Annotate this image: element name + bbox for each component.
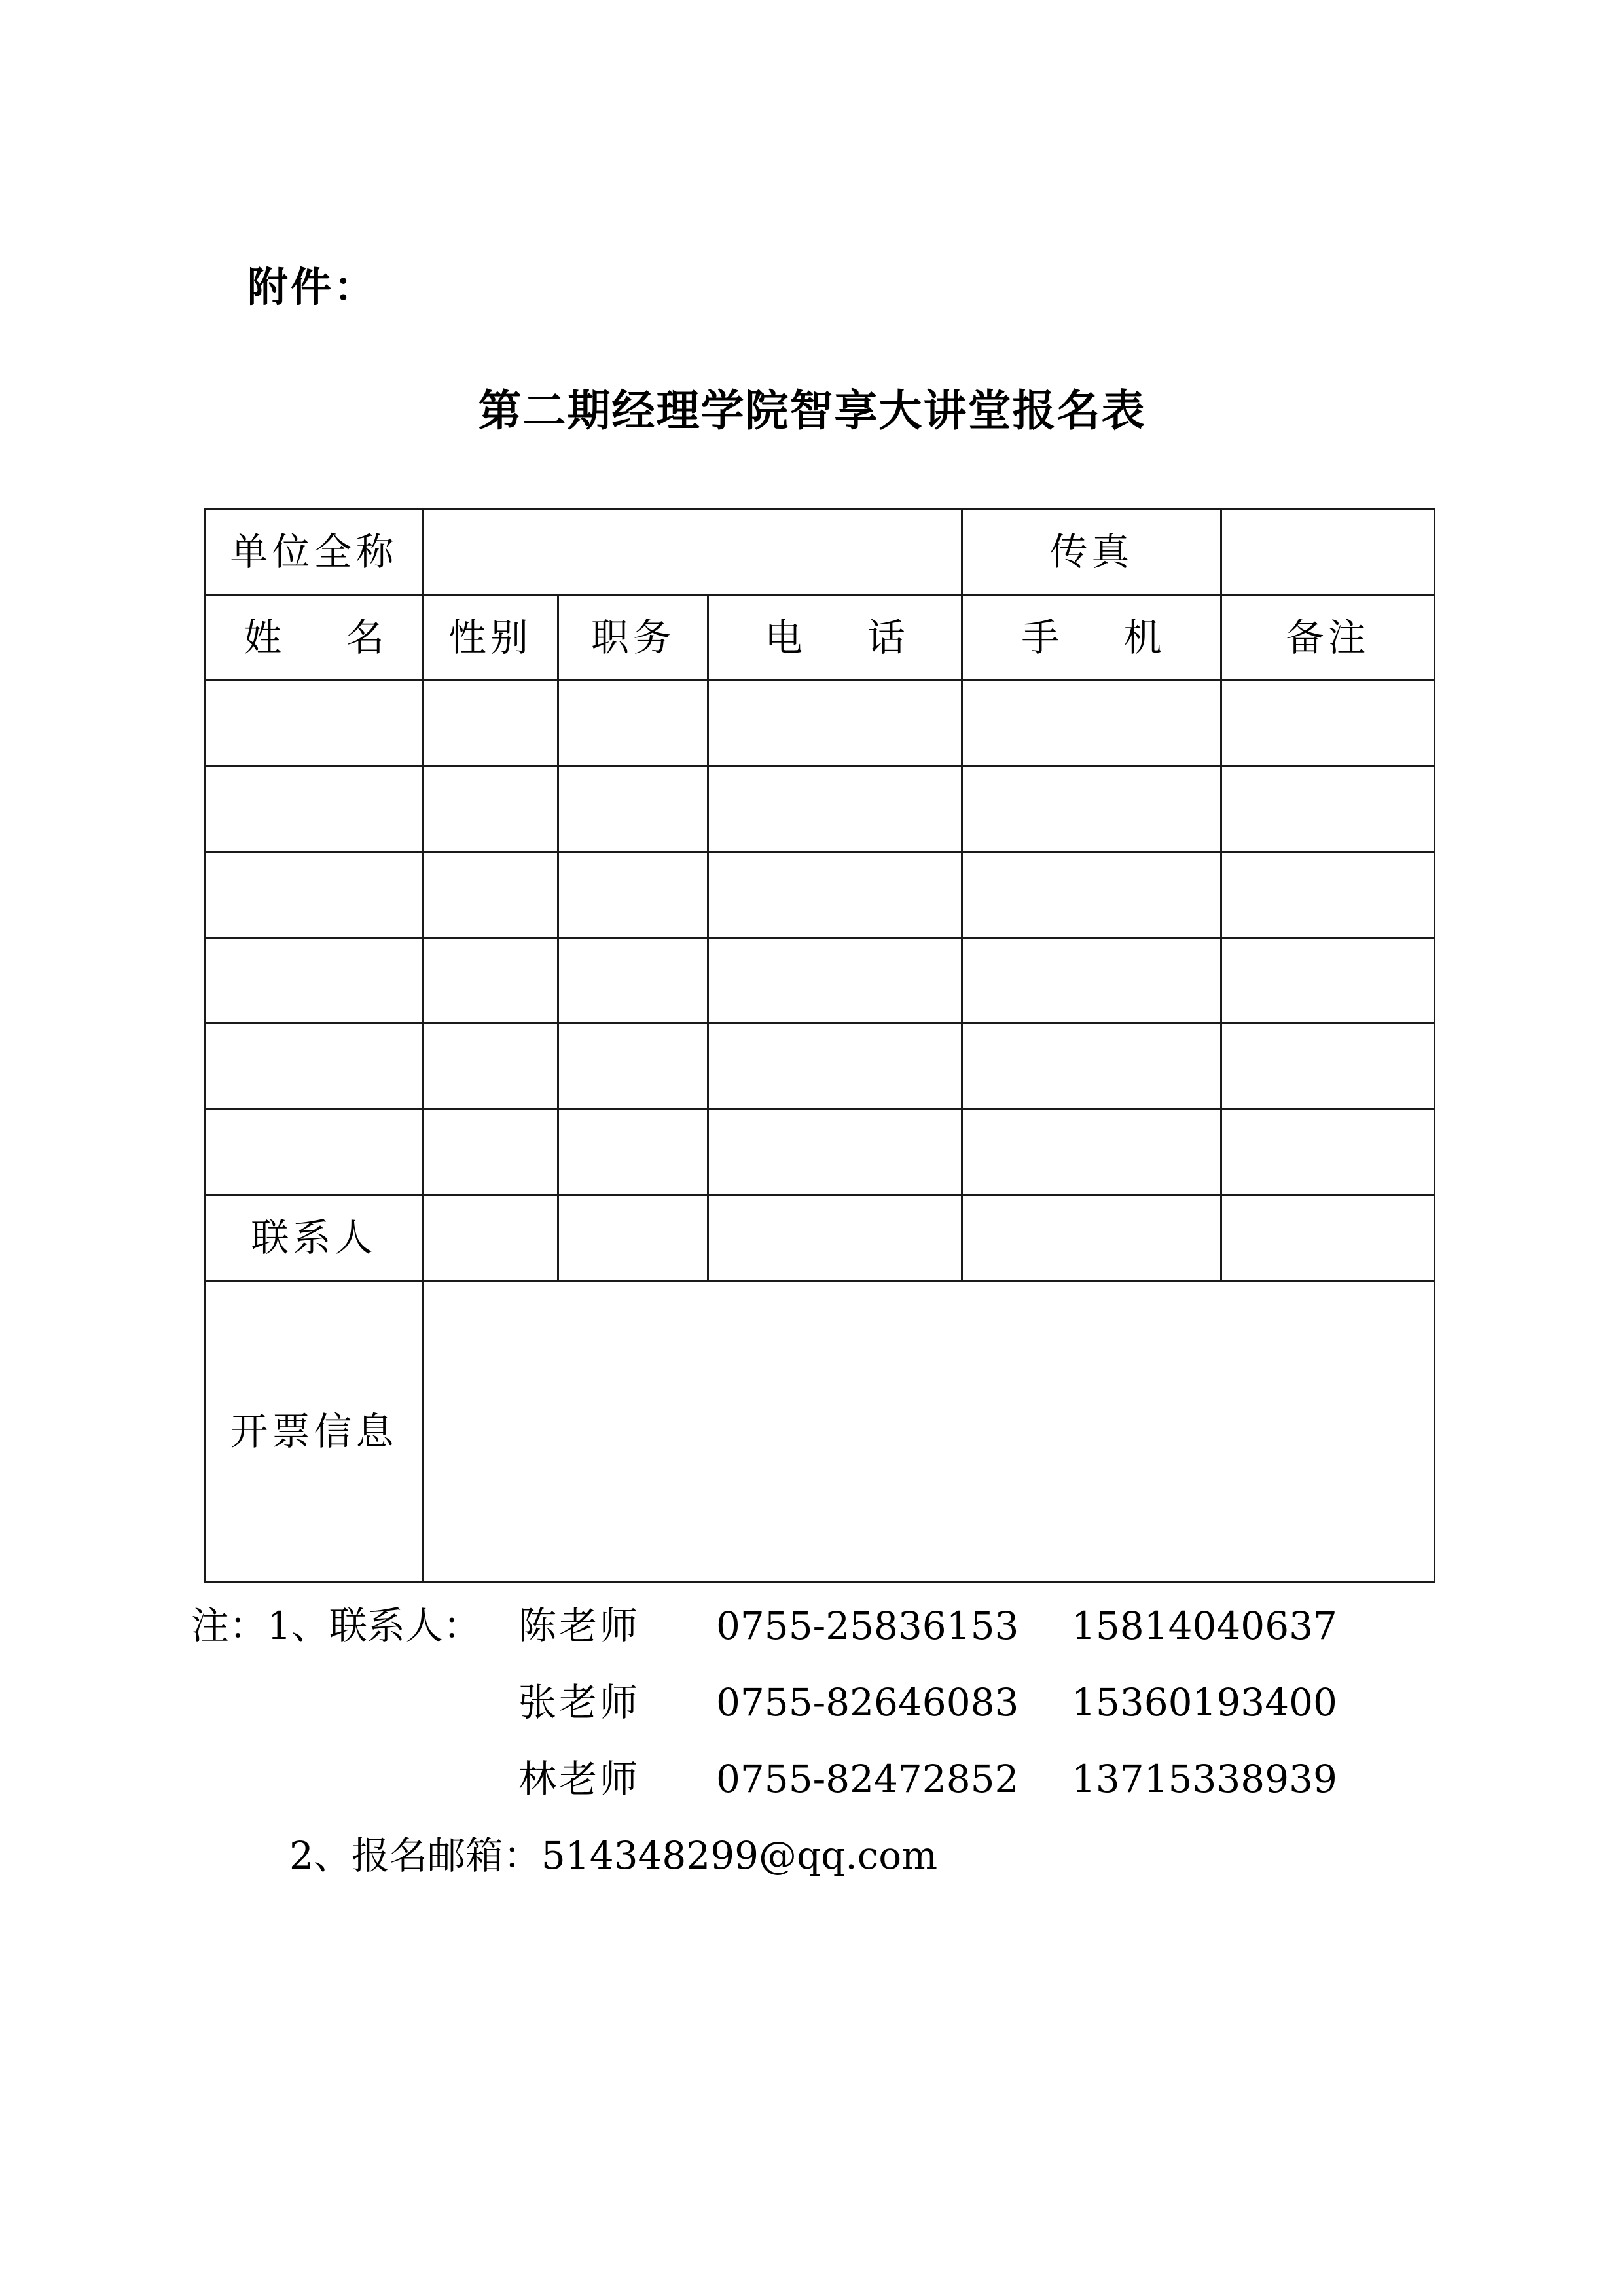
notes-prefix: 注：1、联系人： <box>191 1604 481 1648</box>
contact-position-cell[interactable] <box>558 1195 708 1281</box>
attendee-gender-cell[interactable] <box>423 1024 558 1109</box>
attendee-row <box>206 1024 1435 1109</box>
attendee-remarks-cell[interactable] <box>1221 938 1435 1024</box>
attendee-name-cell[interactable] <box>206 1109 423 1195</box>
org-name-field[interactable] <box>423 509 962 595</box>
attendee-position-cell[interactable] <box>558 852 708 938</box>
attendee-name-cell[interactable] <box>206 766 423 852</box>
registration-email: 2、报名邮箱：514348299@qq.com <box>289 1833 938 1878</box>
attendee-phone-cell[interactable] <box>708 852 962 938</box>
attendee-phone-cell[interactable] <box>708 1109 962 1195</box>
form-title: 第二期经理学院智享大讲堂报名表 <box>478 386 1146 436</box>
contact-mobile: 15814040637 <box>1072 1604 1337 1648</box>
org-row <box>206 509 1435 595</box>
header-row <box>206 595 1435 681</box>
contact-name: 陈老师 <box>518 1604 641 1648</box>
column-header-mobile: 手 机 <box>962 595 1221 681</box>
attendee-phone-cell[interactable] <box>708 681 962 766</box>
fax-label: 传真 <box>962 509 1221 595</box>
contact-telephone: 0755-82646083 <box>716 1680 1019 1725</box>
column-header-phone: 电 话 <box>708 595 962 681</box>
column-header-name: 姓 名 <box>206 595 423 681</box>
attendee-gender-cell[interactable] <box>423 938 558 1024</box>
attendee-position-cell[interactable] <box>558 766 708 852</box>
contact-telephone: 0755-82472852 <box>716 1757 1019 1801</box>
attendee-name-cell[interactable] <box>206 681 423 766</box>
attendee-mobile-cell[interactable] <box>962 766 1221 852</box>
attendee-mobile-cell[interactable] <box>962 852 1221 938</box>
contact-mobile: 13715338939 <box>1072 1757 1337 1801</box>
attendee-remarks-cell[interactable] <box>1221 852 1435 938</box>
attendee-row <box>206 1109 1435 1195</box>
contact-mobile: 15360193400 <box>1072 1680 1337 1725</box>
contact-telephone: 0755-25836153 <box>716 1604 1019 1648</box>
attendee-gender-cell[interactable] <box>423 766 558 852</box>
attendee-mobile-cell[interactable] <box>962 938 1221 1024</box>
attendee-phone-cell[interactable] <box>708 938 962 1024</box>
contact-name: 张老师 <box>518 1680 641 1725</box>
registration-form-table <box>204 508 1435 1583</box>
column-header-gender: 性别 <box>423 595 558 681</box>
attendee-row <box>206 681 1435 766</box>
attendee-gender-cell[interactable] <box>423 852 558 938</box>
attendee-mobile-cell[interactable] <box>962 1024 1221 1109</box>
contact-row <box>206 1195 1435 1281</box>
attendee-row <box>206 852 1435 938</box>
attendee-gender-cell[interactable] <box>423 681 558 766</box>
attendee-phone-cell[interactable] <box>708 1024 962 1109</box>
attendee-gender-cell[interactable] <box>423 1109 558 1195</box>
attachment-label: 附件： <box>247 263 378 311</box>
attendee-name-cell[interactable] <box>206 938 423 1024</box>
contact-mobile-cell[interactable] <box>962 1195 1221 1281</box>
invoice-label: 开票信息 <box>206 1281 423 1582</box>
attendee-remarks-cell[interactable] <box>1221 1024 1435 1109</box>
column-header-remarks: 备注 <box>1221 595 1435 681</box>
attendee-phone-cell[interactable] <box>708 766 962 852</box>
attendee-name-cell[interactable] <box>206 1024 423 1109</box>
contact-name: 林老师 <box>518 1757 641 1801</box>
contact-remarks-cell[interactable] <box>1221 1195 1435 1281</box>
attendee-position-cell[interactable] <box>558 1024 708 1109</box>
attendee-row <box>206 766 1435 852</box>
attendee-remarks-cell[interactable] <box>1221 681 1435 766</box>
fax-field[interactable] <box>1221 509 1435 595</box>
attendee-position-cell[interactable] <box>558 938 708 1024</box>
attendee-name-cell[interactable] <box>206 852 423 938</box>
contact-label: 联系人 <box>206 1195 423 1281</box>
attendee-position-cell[interactable] <box>558 681 708 766</box>
attendee-mobile-cell[interactable] <box>962 1109 1221 1195</box>
attendee-remarks-cell[interactable] <box>1221 1109 1435 1195</box>
invoice-field[interactable] <box>423 1281 1435 1582</box>
column-header-position: 职务 <box>558 595 708 681</box>
attendee-position-cell[interactable] <box>558 1109 708 1195</box>
contact-gender-cell[interactable] <box>423 1195 558 1281</box>
attendee-remarks-cell[interactable] <box>1221 766 1435 852</box>
org-name-label: 单位全称 <box>206 509 423 595</box>
invoice-row <box>206 1281 1435 1582</box>
attendee-mobile-cell[interactable] <box>962 681 1221 766</box>
contact-phone-cell[interactable] <box>708 1195 962 1281</box>
attendee-row <box>206 938 1435 1024</box>
